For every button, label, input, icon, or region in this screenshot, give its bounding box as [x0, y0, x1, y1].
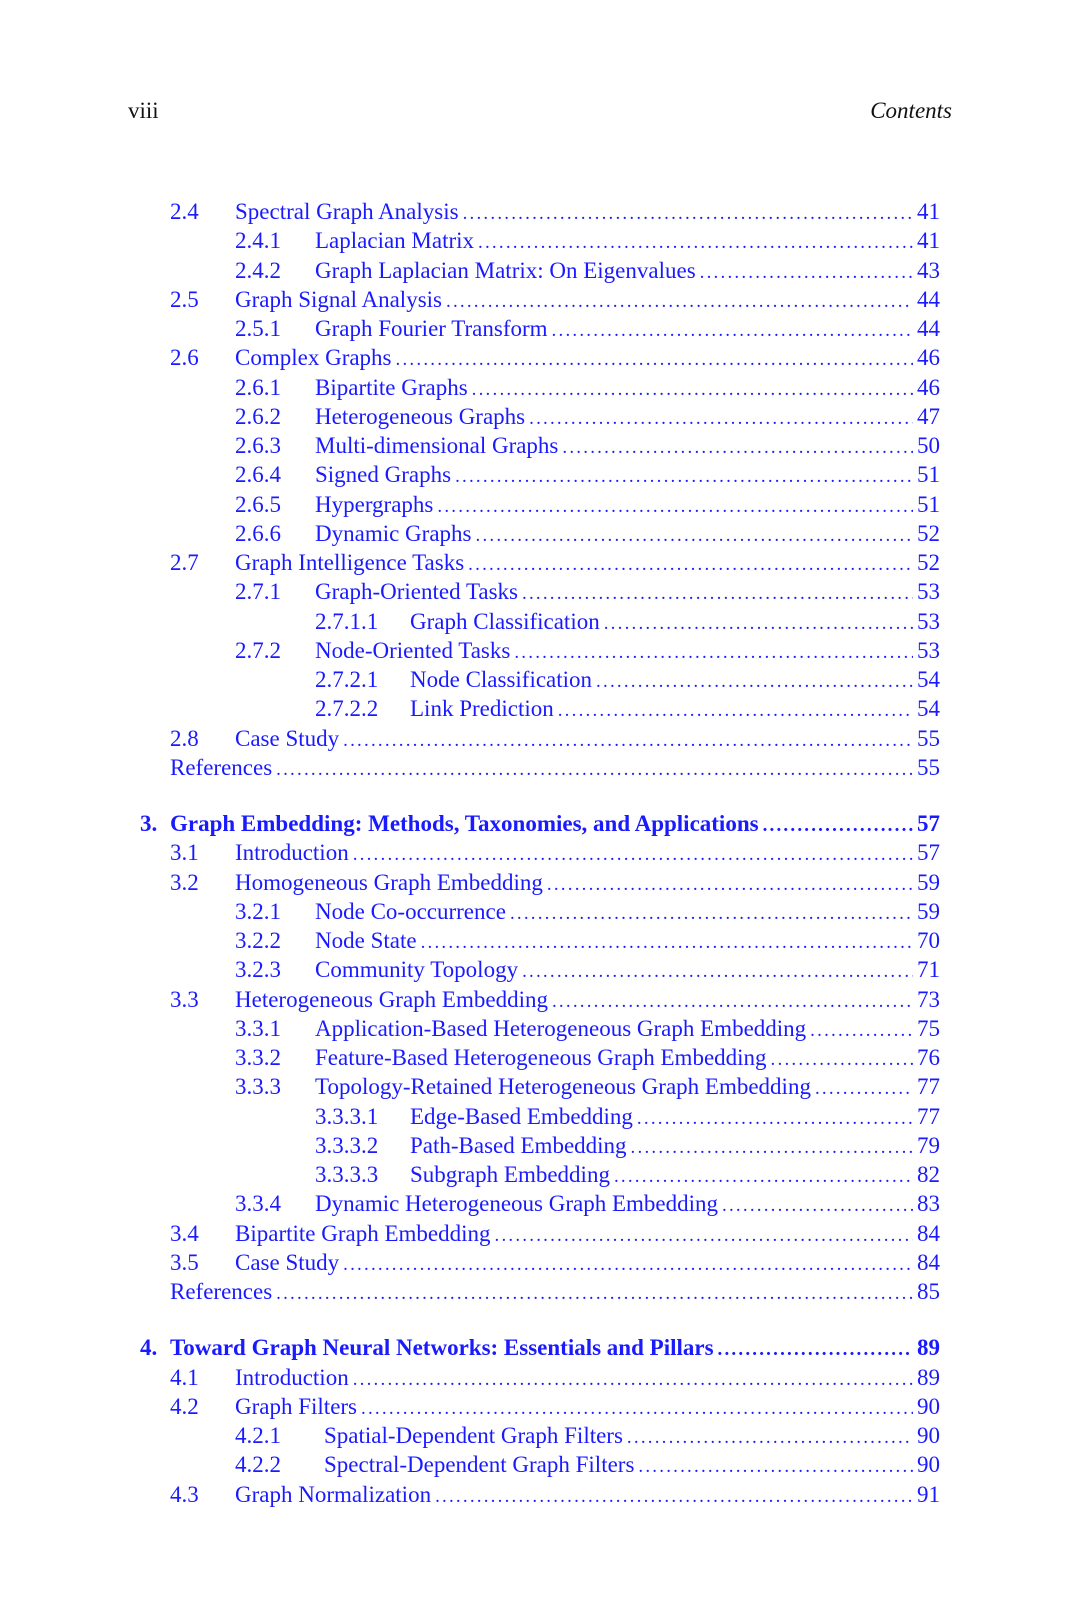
toc-entry-number: 2.6.5	[235, 491, 281, 517]
toc-entry-page: 84	[917, 1249, 940, 1275]
toc-entry-title: Node-Oriented Tasks	[315, 637, 511, 663]
toc-entry[interactable]	[315, 1102, 940, 1131]
dot-leader	[558, 696, 913, 725]
toc-entry-page: 71	[917, 957, 940, 983]
toc-entry-number: 3.2.2	[235, 928, 281, 953]
toc-entry[interactable]	[235, 1450, 940, 1479]
toc-entry-number: 3.	[140, 811, 158, 836]
toc-entry-title: Feature-Based Heterogeneous Graph Embedding	[315, 1045, 767, 1070]
toc-entry-title: Case Study	[235, 725, 340, 751]
toc-entry-page: 52	[917, 550, 940, 575]
toc-entry[interactable]	[170, 1392, 940, 1421]
dot-leader	[763, 811, 913, 840]
dot-leader	[463, 199, 913, 228]
toc-entry[interactable]	[315, 1131, 940, 1160]
dot-leader	[435, 1482, 913, 1511]
toc-entry-page: 57	[917, 811, 940, 836]
toc-entry-number: 2.4.1	[235, 228, 281, 254]
toc-entry-number: 2.7.1	[235, 579, 281, 605]
toc-entry-page: 90	[917, 1452, 940, 1478]
toc-entry-title: Spectral Graph Analysis	[235, 199, 459, 224]
toc-entry[interactable]	[170, 838, 940, 867]
toc-entry[interactable]	[235, 1189, 940, 1218]
toc-entry-number: 3.5	[170, 1249, 199, 1275]
toc-entry-page: 83	[917, 1191, 940, 1217]
toc-entry-number: 4.3	[170, 1481, 199, 1507]
dot-leader	[529, 404, 913, 433]
dot-leader	[604, 609, 913, 638]
toc-entry-title: Graph Classification	[410, 608, 600, 634]
toc-references-entry[interactable]	[170, 753, 940, 782]
dot-leader	[476, 521, 914, 550]
dot-leader	[343, 726, 913, 755]
dot-leader	[361, 1394, 913, 1423]
toc-entry-number: 2.5	[170, 286, 199, 312]
toc-entry[interactable]	[170, 1248, 940, 1277]
dot-leader	[468, 550, 913, 579]
toc-entry-number: 3.2	[170, 869, 199, 895]
toc-entry-number: 2.7.2.1	[315, 667, 379, 692]
toc-entry-title: Graph Intelligence Tasks	[235, 550, 465, 575]
toc-entry-number: 2.5.1	[235, 316, 281, 341]
dot-leader	[638, 1452, 913, 1481]
toc-entry[interactable]	[235, 314, 940, 343]
toc-entry-title: Bipartite Graph Embedding	[235, 1220, 491, 1246]
dot-leader	[353, 840, 913, 869]
toc-entry[interactable]	[235, 897, 940, 926]
toc-entry-page: 57	[917, 840, 940, 866]
dot-leader	[396, 345, 913, 374]
dot-leader	[343, 1250, 913, 1279]
toc-entry[interactable]	[235, 519, 940, 548]
dot-leader	[495, 1221, 914, 1250]
toc-entry-number: 3.3	[170, 986, 199, 1012]
toc-entry-number: 3.3.2	[235, 1045, 281, 1070]
running-head	[128, 98, 952, 130]
toc-entry-title: Node Classification	[410, 667, 593, 692]
dot-leader	[437, 492, 913, 521]
toc-entry-number: 2.6.3	[235, 433, 281, 458]
toc-entry-number: 2.6.2	[235, 403, 281, 429]
toc-entry-title: Graph Normalization	[235, 1481, 432, 1507]
dot-leader	[446, 287, 913, 316]
toc-entry-title: Dynamic Heterogeneous Graph Embedding	[315, 1191, 719, 1217]
toc-entry[interactable]	[315, 665, 940, 694]
running-title: Contents	[870, 98, 952, 123]
dot-leader	[810, 1016, 913, 1045]
toc-entry-title: Spatial-Dependent Graph Filters	[324, 1423, 623, 1448]
toc-entry-title: Graph Embedding: Methods, Taxonomies, and Applications	[170, 811, 759, 836]
dot-leader	[514, 638, 913, 667]
dot-leader	[627, 1423, 913, 1452]
toc-entry-page: 77	[917, 1103, 940, 1129]
toc-entry-page: 79	[917, 1132, 940, 1158]
toc-entry-page: 73	[917, 986, 940, 1012]
dot-leader	[552, 987, 913, 1016]
toc-entry-number: 2.6	[170, 345, 199, 371]
toc-entry[interactable]	[235, 256, 940, 285]
toc-entry-page: 90	[917, 1423, 940, 1448]
toc-entry-number: 2.7	[170, 550, 199, 575]
dot-leader	[472, 375, 913, 404]
toc-entry-title: Introduction	[235, 840, 349, 866]
toc-entry-page: 54	[917, 667, 940, 692]
toc-entry-number: 2.4	[170, 199, 199, 224]
dot-leader	[522, 579, 913, 608]
dot-leader	[510, 899, 913, 928]
toc-entry-page: 53	[917, 579, 940, 605]
toc-entry[interactable]	[235, 1043, 940, 1072]
toc-entry-page: 89	[917, 1364, 940, 1390]
toc-entry[interactable]	[235, 955, 940, 984]
toc-entry-title: Heterogeneous Graphs	[315, 403, 526, 429]
dot-leader	[815, 1074, 913, 1103]
toc-entry-number: 4.	[140, 1335, 158, 1361]
toc-entry-title: Signed Graphs	[315, 462, 452, 488]
toc-entry-number: 2.4.2	[235, 257, 281, 283]
dot-leader	[478, 228, 913, 257]
toc-entry[interactable]	[235, 1421, 940, 1450]
toc-entry-page: 44	[917, 316, 940, 341]
toc-entry-page: 53	[917, 637, 940, 663]
dot-leader	[547, 870, 913, 899]
toc-entry[interactable]	[170, 985, 940, 1014]
toc-entry[interactable]	[170, 868, 940, 897]
toc-entry-page: 59	[917, 898, 940, 924]
toc-entry-number: 4.2	[170, 1393, 199, 1419]
dot-leader	[353, 1365, 913, 1394]
toc-entry-page: 77	[917, 1074, 940, 1100]
toc-entry-title: Application-Based Heterogeneous Graph Embedding	[315, 1015, 807, 1041]
toc-entry[interactable]	[170, 548, 940, 577]
toc-entry-number: 2.6.4	[235, 462, 281, 488]
toc-entry-number: 2.6.1	[235, 374, 281, 400]
toc-entry-page: 70	[917, 928, 940, 953]
toc-entry-title: Node State	[315, 928, 417, 953]
toc-entry[interactable]	[170, 1480, 940, 1509]
toc-entry-number: 3.3.1	[235, 1015, 281, 1041]
dot-leader	[562, 433, 913, 462]
dot-leader	[522, 957, 913, 986]
toc-entry-number: 2.7.1.1	[315, 608, 379, 634]
toc-entry-title: Laplacian Matrix	[315, 228, 475, 254]
toc-entry-number: 4.2.2	[235, 1452, 281, 1478]
toc-chapter-entry[interactable]	[140, 1333, 940, 1362]
toc-entry[interactable]	[170, 285, 940, 314]
toc-entry-title: Hypergraphs	[315, 491, 434, 517]
toc-entry-title: Dynamic Graphs	[315, 520, 472, 546]
toc-entry-number: 2.8	[170, 725, 199, 751]
toc-entry-title: Graph-Oriented Tasks	[315, 579, 518, 605]
toc-entry-page: 82	[917, 1162, 940, 1187]
toc-entry-title: Case Study	[235, 1249, 340, 1275]
toc-entry-page: 43	[917, 257, 940, 283]
toc-entry[interactable]	[235, 1014, 940, 1043]
toc-entry-page: 55	[917, 725, 940, 751]
page-number: viii	[128, 98, 159, 123]
toc-entry-number: 3.4	[170, 1220, 199, 1246]
dot-leader	[455, 462, 913, 491]
toc-entry-page: 50	[917, 433, 940, 458]
dot-leader	[276, 755, 913, 784]
toc-entry-page: 91	[917, 1481, 940, 1507]
toc-entry[interactable]	[235, 226, 940, 255]
toc-entry[interactable]	[235, 490, 940, 519]
toc-entry-title: Community Topology	[315, 957, 519, 983]
dot-leader	[596, 667, 913, 696]
dot-leader	[637, 1104, 913, 1133]
toc-entry[interactable]	[315, 1160, 940, 1189]
toc-references-entry[interactable]	[170, 1277, 940, 1306]
toc-entry-number: 4.1	[170, 1364, 199, 1390]
toc-entry-number: 3.3.4	[235, 1191, 281, 1217]
toc-entry[interactable]	[170, 1219, 940, 1248]
toc-entry-page: 46	[917, 374, 940, 400]
toc-entry-page: 55	[917, 754, 940, 780]
toc-entry-page: 44	[917, 286, 940, 312]
toc-entry-title: Edge-Based Embedding	[410, 1103, 633, 1129]
toc-entry-number: 3.1	[170, 840, 199, 866]
dot-leader	[614, 1162, 913, 1191]
toc-entry-number: 3.3.3.2	[315, 1132, 379, 1158]
toc-entry-number: 2.6.6	[235, 520, 281, 546]
toc-entry[interactable]	[235, 1072, 940, 1101]
toc-entry-page: 59	[917, 869, 940, 895]
toc-entry-title: Homogeneous Graph Embedding	[235, 869, 543, 895]
toc-entry-page: 89	[917, 1335, 940, 1361]
toc-entry-title: Graph Signal Analysis	[235, 286, 442, 312]
toc-entry-page: 54	[917, 696, 940, 722]
toc-entry[interactable]	[170, 343, 940, 372]
toc-entry-title: Heterogeneous Graph Embedding	[235, 986, 548, 1012]
toc-entry[interactable]	[235, 402, 940, 431]
toc-entry[interactable]	[235, 431, 940, 460]
toc-entry[interactable]	[235, 577, 940, 606]
toc-entry-page: 75	[917, 1015, 940, 1041]
toc-entry-number: 3.3.3.3	[315, 1162, 379, 1187]
toc-entry-page: 46	[917, 345, 940, 371]
dot-leader	[552, 316, 913, 345]
toc-entry-page: 85	[917, 1279, 940, 1304]
toc-entry-title: Graph Filters	[235, 1393, 358, 1419]
toc-entry[interactable]	[315, 607, 940, 636]
toc-entry[interactable]	[235, 460, 940, 489]
toc-entry[interactable]	[235, 926, 940, 955]
toc-entry-page: 84	[917, 1220, 940, 1246]
toc-entry[interactable]	[235, 636, 940, 665]
toc-entry-number: 3.3.3.1	[315, 1103, 379, 1129]
toc-entry-page: 41	[917, 199, 940, 224]
toc-entry-number: 3.3.3	[235, 1074, 281, 1100]
dot-leader	[722, 1191, 913, 1220]
toc-entry[interactable]	[170, 197, 940, 226]
toc-entry[interactable]	[170, 1363, 940, 1392]
toc-entry-title: Multi-dimensional Graphs	[315, 433, 559, 458]
toc-entry-number: 4.2.1	[235, 1423, 281, 1448]
toc-entry-title: Complex Graphs	[235, 345, 392, 371]
toc-entry-page: 53	[917, 608, 940, 634]
toc-entry-title: Spectral-Dependent Graph Filters	[324, 1452, 635, 1478]
toc-entry-page: 76	[917, 1045, 940, 1070]
toc-entry-title: Node Co-occurrence	[315, 898, 506, 924]
dot-leader	[631, 1133, 913, 1162]
dot-leader	[276, 1279, 913, 1308]
toc-entry-page: 52	[917, 520, 940, 546]
toc-entry-page: 51	[917, 462, 940, 488]
dot-leader	[421, 928, 913, 957]
toc-entry-number: 3.2.3	[235, 957, 281, 983]
toc-entry-title: Path-Based Embedding	[410, 1132, 627, 1158]
toc-entry-title: Toward Graph Neural Networks: Essentials and Pillars	[170, 1335, 714, 1361]
toc-entry[interactable]	[315, 694, 940, 723]
toc-entry[interactable]	[235, 373, 940, 402]
toc-entry-title: Subgraph Embedding	[410, 1162, 610, 1187]
dot-leader	[700, 258, 913, 287]
toc-entry-page: 41	[917, 228, 940, 254]
toc-entry-title: Link Prediction	[410, 696, 554, 722]
toc-entry-title: Graph Fourier Transform	[315, 316, 548, 341]
dot-leader	[718, 1335, 913, 1364]
toc-entry-page: 51	[917, 491, 940, 517]
toc-entry-title: References	[170, 1279, 273, 1304]
toc-entry-title: References	[170, 754, 273, 780]
toc-entry-number: 3.2.1	[235, 898, 281, 924]
toc-entry-title: Bipartite Graphs	[315, 374, 468, 400]
toc-entry-number: 2.7.2	[235, 637, 281, 663]
toc-entry[interactable]	[170, 724, 940, 753]
toc-entry-title: Topology-Retained Heterogeneous Graph Embedding	[315, 1074, 811, 1100]
toc-entry-title: Introduction	[235, 1364, 349, 1390]
toc-entry-number: 2.7.2.2	[315, 696, 379, 722]
toc-entry-page: 90	[917, 1393, 940, 1419]
toc-entry-page: 47	[917, 403, 940, 429]
dot-leader	[771, 1045, 913, 1074]
toc-entry-title: Graph Laplacian Matrix: On Eigenvalues	[315, 257, 696, 283]
toc-chapter-entry[interactable]	[140, 809, 940, 838]
